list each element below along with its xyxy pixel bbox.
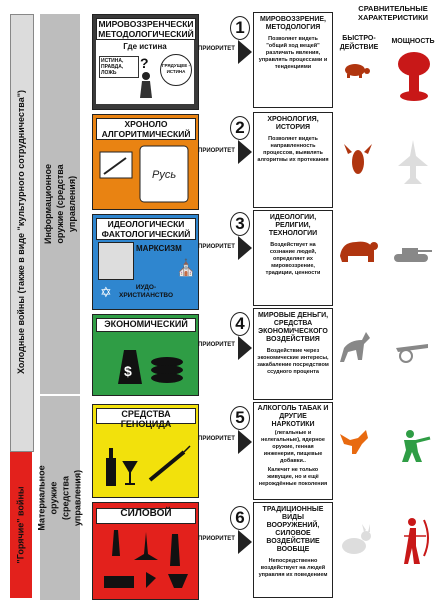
svg-text:?: ? <box>140 55 149 71</box>
cannon-icon <box>392 340 432 364</box>
marxism-label: МАРКСИЗМ <box>136 244 182 253</box>
tank-icon <box>392 244 432 264</box>
row5-title: СРЕДСТВА ГЕНОЦИДА <box>96 408 196 424</box>
fox-icon <box>336 428 376 458</box>
arrow-5 <box>238 430 252 454</box>
fighter-jet-icon <box>398 140 428 186</box>
comparative-header: СРАВНИТЕЛЬНЫЕ ХАРАКТЕРИСТИКИ <box>357 4 429 22</box>
row2-title: ХРОНОЛО АЛГОРИТМИЧЕСКИЙ <box>96 118 196 140</box>
priority-number-4: 4 <box>230 312 250 336</box>
priority-number-1: 1 <box>230 16 250 40</box>
row1-subtitle: Где истина <box>123 42 167 51</box>
priority-number-2: 2 <box>230 116 250 140</box>
power-header: МОЩНОСТЬ <box>391 38 435 45</box>
desc-body-5: Калечит не только живущие, но и ещё нерождённые поколения <box>258 467 328 487</box>
church-icon: ⛪ <box>176 260 196 277</box>
priority-label-2: ПРИОРИТЕТ <box>198 148 235 154</box>
desc-body-1: Позволяет видеть "общий ход вещей" различать явления, управлять процессами и тенденциями <box>258 36 328 70</box>
desc-box-3 <box>253 210 333 306</box>
scroll-icon <box>96 142 194 204</box>
archer-icon <box>398 514 430 566</box>
money-bag-icon <box>112 336 192 390</box>
svg-text:Русь: Русь <box>152 169 177 181</box>
desc-body-2: Позволяет видеть направленность процессов, выявлять алгоритмы их протекания <box>257 136 329 163</box>
cold-wars-label: Холодные войны (также в виде "культурного сотрудничества") <box>16 90 27 374</box>
desc-head-1: МИРОВОЗЗРЕНИЕ, МЕТОДОЛОГИЯ <box>259 16 327 31</box>
priority-number-6: 6 <box>230 506 250 530</box>
desc-box-5 <box>253 402 333 500</box>
priority-number-3: 3 <box>230 212 250 236</box>
row6-title: СИЛОВОЙ <box>96 508 196 524</box>
row4-title: ЭКОНОМИЧЕСКИЙ <box>96 318 196 332</box>
crayfish-icon <box>340 142 376 178</box>
desc-head-2: ХРОНОЛОГИЯ, ИСТОРИЯ <box>267 116 319 131</box>
thinker-icon <box>134 54 158 100</box>
star-of-david-icon: ✡ <box>100 284 112 300</box>
svg-text:$: $ <box>124 363 132 379</box>
priority-number-5: 5 <box>230 406 250 430</box>
marx-portrait <box>98 242 134 280</box>
soldier-icon <box>392 428 432 464</box>
desc-body-6: Непосредственно воздействует на людей управляя их поведением <box>258 558 328 578</box>
material-weapon-label: Материальное оружие (средства управления) <box>37 465 83 531</box>
hot-wars-label: "Горячие" войны <box>16 486 26 564</box>
priority-label-3: ПРИОРИТЕТ <box>198 244 235 250</box>
weapons-icon <box>98 526 194 596</box>
desc-box-6 <box>253 502 333 598</box>
row1-title: МИРОВОЗЗРЕНЧЕСКИ МЕТОДОЛОГИЧЕСКИЙ <box>96 18 196 40</box>
desc-head-6: ТРАДИЦИОННЫЕ ВИДЫ ВООРУЖЕНИЙ, СИЛОВОЕ ВОЗДЕЙСТВИЕ ВООБЩЕ <box>262 506 324 553</box>
priority-label-5: ПРИОРИТЕТ <box>198 436 235 442</box>
desc-head-4: МИРОВЫЕ ДЕНЬГИ, СРЕДСТВА ЭКОНОМИЧЕСКОГО ВОЗДЕЙСТВИЯ <box>257 312 329 343</box>
desc-box-4 <box>253 308 333 400</box>
desc-head-5: АЛКОГОЛЬ ТАБАК И ДРУГИЕ НАРКОТИКИ <box>257 405 329 428</box>
desc-body-3: Воздействует на сознание людей, определяет их мировоззрение, традиции, ценности <box>265 242 321 276</box>
speed-header: БЫСТРО-ДЕЙСТВИЕ <box>339 35 379 51</box>
desc-box-2 <box>253 112 333 208</box>
future-truth-seal: ГРЯДУЩЕЕ - ИСТИНА <box>160 54 192 86</box>
bear-icon <box>336 236 378 264</box>
desc-box-1 <box>253 12 333 108</box>
priority-label-4: ПРИОРИТЕТ <box>198 342 235 348</box>
arrow-2 <box>238 140 252 164</box>
arrow-6 <box>238 530 252 554</box>
hare-icon <box>336 524 376 556</box>
desc-body-4: Воздействие через экономические интересы, закабаление посредством ссудного процента <box>257 348 329 375</box>
arrow-4 <box>238 336 252 360</box>
priority-label-1: ПРИОРИТЕТ <box>198 46 235 52</box>
truth-tag: ИСТИНА, ПРАВДА, ЛОЖЬ <box>99 56 139 78</box>
nuclear-explosion-icon <box>396 50 432 102</box>
desc-extra-5: (легальные и нелегальные), ядерное оружие, генная инженерия, пищевые добавки.. <box>261 430 325 464</box>
row1-picture <box>96 40 194 104</box>
arrow-1 <box>238 40 252 64</box>
info-weapon-label: Информационное оружие (средства управления) <box>43 163 77 245</box>
desc-head-3: ИДЕОЛОГИИ, РЕЛИГИИ, ТЕХНОЛОГИИ <box>268 214 318 237</box>
alcohol-syringe-icon <box>100 440 192 490</box>
turtle-icon <box>342 62 370 78</box>
judeo-christianity-label: ИУДО-ХРИСТИАНСТВО <box>119 284 173 299</box>
priority-label-6: ПРИОРИТЕТ <box>198 536 235 542</box>
row3-title: ИДЕОЛОГИЧЕСКИ ФАКТОЛОГИЧЕСКИЙ <box>96 218 196 240</box>
wolf-icon <box>336 330 376 366</box>
arrow-3 <box>238 236 252 260</box>
